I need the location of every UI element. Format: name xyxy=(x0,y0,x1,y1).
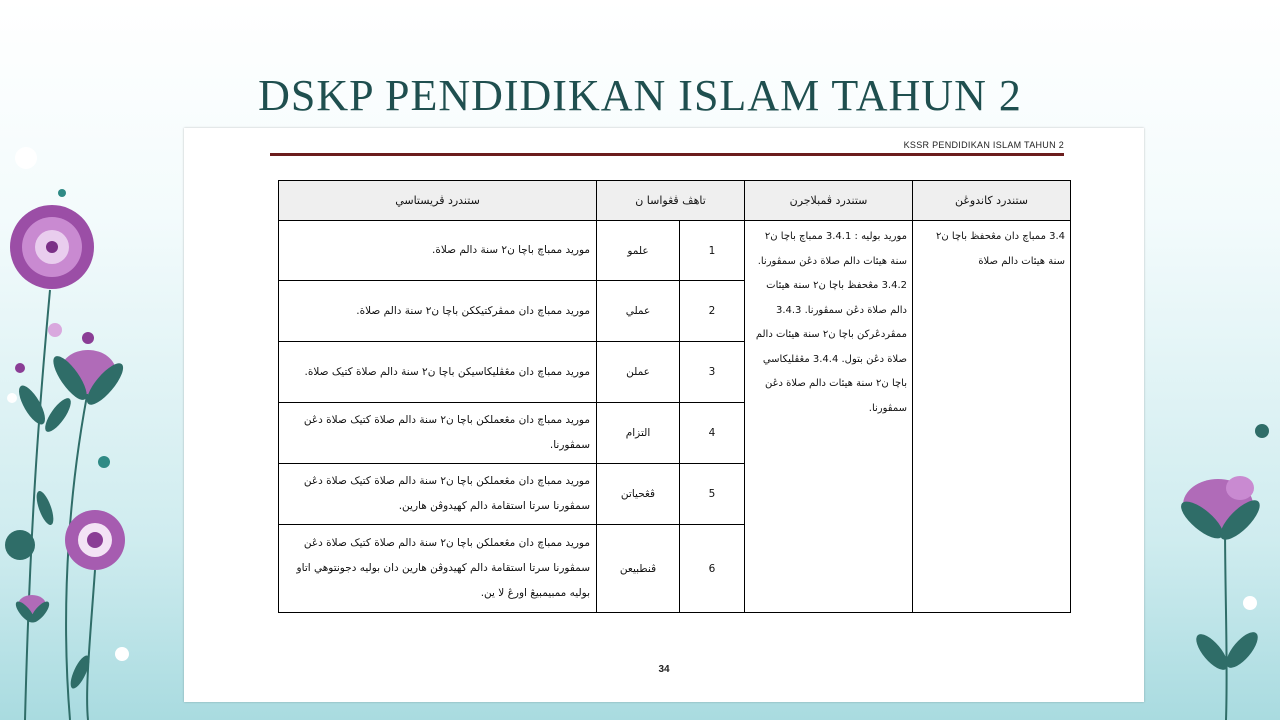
row-aspect: عملي xyxy=(597,281,680,342)
table-row xyxy=(279,221,1071,281)
flower-tulip-right xyxy=(1176,476,1266,545)
row-number: 6 xyxy=(680,525,745,613)
flower-tulip-left xyxy=(48,350,129,410)
row-description: موريد ممباچ دان مڠعملکن باچا ن۲ سنة دالم صلاة کتيک صلاة دڠن سمڤورنا. xyxy=(279,403,597,464)
row-description: موريد ممباچ دان مڠڤليکاسيکن باچا ن۲ سنة دالم صلاة کتيک صلاة. xyxy=(279,342,597,403)
flower-large xyxy=(10,205,94,289)
row-description: موريد ممباچ باچا ن۲ سنة دالم صلاة. xyxy=(279,221,597,281)
row-number: 3 xyxy=(680,342,745,403)
document-header: KSSR PENDIDIKAN ISLAM TAHUN 2 xyxy=(903,140,1064,150)
row-description: موريد ممباچ دان مڠعملکن باچا ن۲ سنة دالم صلاة کتيک صلاة دڠن سمڤورنا سرتا استقامة دالم کهيدوڤن هارين دان بوليه دجونتوهي اتاو بوليه ممبيمبيڠ اورڠ لا ين. xyxy=(279,525,597,613)
row-aspect: ڤڠحياتن xyxy=(597,464,680,525)
flower-small-left xyxy=(13,595,52,625)
content-standard-cell: 3.4 ممباچ دان مڠحفظ باچا ن۲ سنة هيئات دالم صلاة xyxy=(913,221,1071,613)
row-number: 5 xyxy=(680,464,745,525)
row-number: 4 xyxy=(680,403,745,464)
row-description: موريد ممباچ دان ممڤرکتيککن باچا ن۲ سنة دالم صلاة. xyxy=(279,281,597,342)
row-aspect: ڤنطبيعن xyxy=(597,525,680,613)
slide-title: DSKP PENDIDIKAN ISLAM TAHUN 2 xyxy=(258,71,1022,120)
flower-ring xyxy=(65,510,125,570)
row-aspect: علمو xyxy=(597,221,680,281)
header-performance-standard: ستندرد ڤريستاسي xyxy=(279,181,597,221)
row-number: 2 xyxy=(680,281,745,342)
table-header-row xyxy=(279,181,1071,221)
row-number: 1 xyxy=(680,221,745,281)
row-aspect: التزام xyxy=(597,403,680,464)
standards-table xyxy=(278,180,1071,613)
header-rule xyxy=(270,153,1064,156)
header-content-standard: ستندرد کاندوڠن xyxy=(913,181,1071,221)
header-level: تاهڤ ڤڠواسا ن xyxy=(597,181,745,221)
row-aspect: عملن xyxy=(597,342,680,403)
document-page xyxy=(184,128,1144,702)
row-description: موريد ممباچ دان مڠعملکن باچا ن۲ سنة دالم صلاة کتيک صلاة دڠن سمڤورنا سرتا استقامة دالم کهيدوڤن هارين. xyxy=(279,464,597,525)
learning-standard-cell: موريد بوليه : 3.4.1 ممباچ باچا ن۲ سنة هيئات دالم صلاة دڠن سمڤورنا. 3.4.2 مڠحفظ باچا ن۲ سنة هيئات دالم صلاة دڠن سمڤورنا. 3.4.3 ممڤردڠركن باچا ن۲ سنة هيئات دالم صلاة دڠن بتول. 3.4.4 مڠڤليکاسي باچا ن۲ سنة هيئات دالم صلاة دڠن سمڤورنا. xyxy=(745,221,913,613)
header-learning-standard: ستندرد ڤمبلاجرن xyxy=(745,181,913,221)
page-number: 34 xyxy=(658,664,670,675)
